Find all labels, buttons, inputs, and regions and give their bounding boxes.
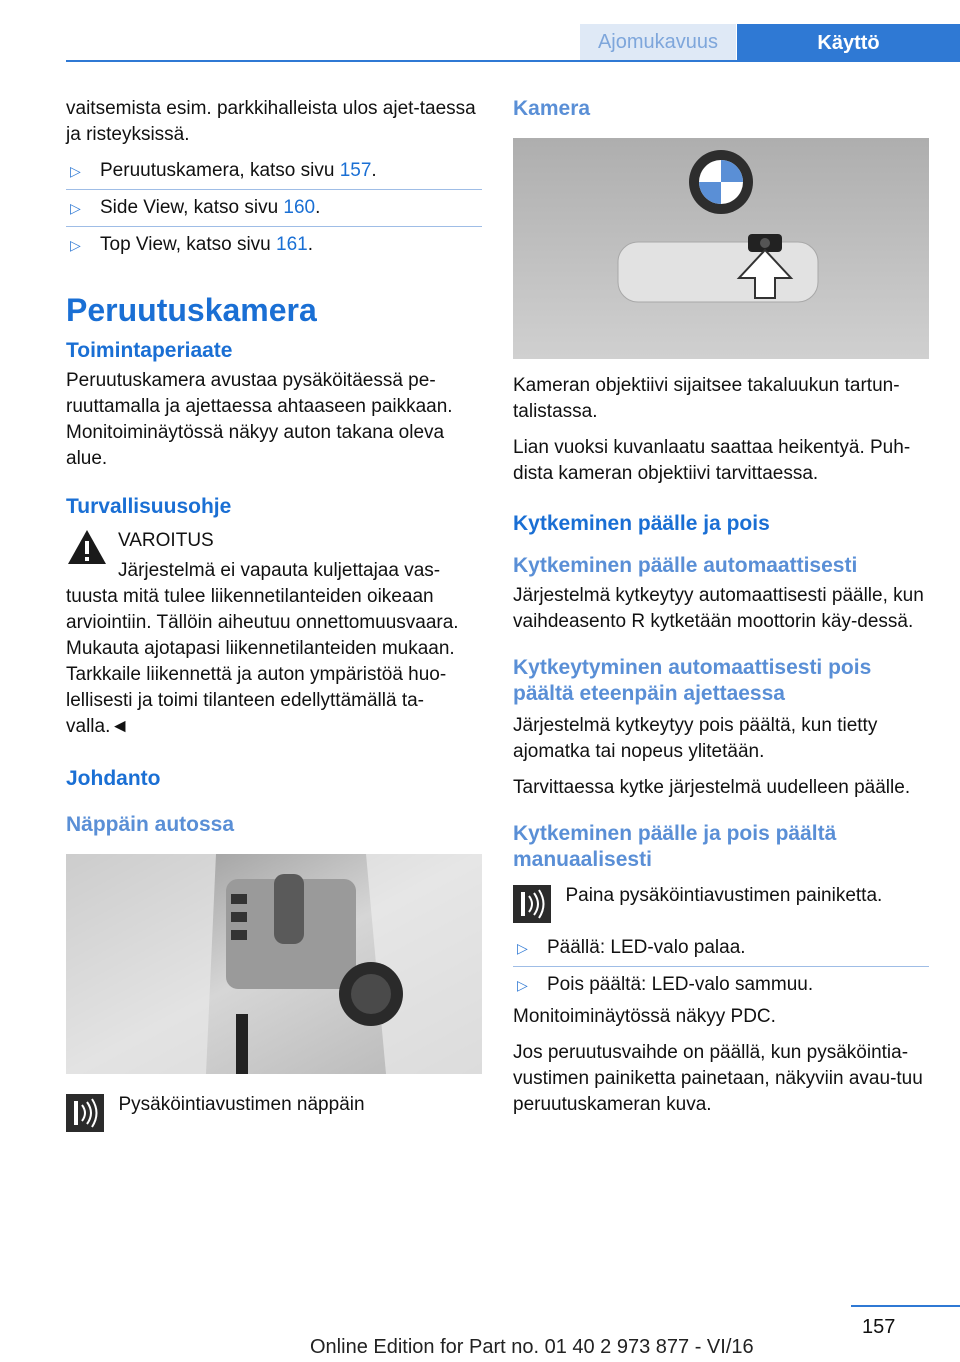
heading-auto-off: Kytkeytyminen automaattisesti pois päältä eteenpäin ajettaessa: [513, 656, 872, 705]
warning-text: Järjestelmä ei vapauta kuljettajaa vas-tuusta mitä tulee liikennetilanteiden oikeaan arviointiin. Tällöin aiheutuu onnettomuusvaara. Mukauta ajotapasi liikennetilanteiden mukaan. Tarkkaile liikennettä ja auton ympäristöä huo-lellisesti ja toimi tilanteen edellyttämällä ta-valla.◄: [66, 560, 459, 737]
auto-off-text-1: Järjestelmä kytkeytyy pois päältä, kun tietty ajomatka tai nopeus ylitetään.: [513, 715, 878, 762]
page-link[interactable]: 160: [283, 197, 316, 218]
tab-ajomukavuus[interactable]: Ajomukavuus: [580, 24, 736, 61]
button-caption-row: [66, 1094, 482, 1132]
heading-intro: Johdanto: [66, 767, 161, 790]
auto-on-text: Järjestelmä kytkeytyy automaattisesti päälle, kun vaihdeasento R kytketään moottorin käy-dessä.: [513, 585, 924, 632]
see-also-list: [66, 158, 482, 258]
page-number: 157: [862, 1316, 896, 1338]
manual-row: [513, 885, 929, 927]
park-distance-control-icon: [66, 1094, 104, 1132]
button-caption: Pysäköintiavustimen näppäin: [118, 1094, 365, 1115]
center-console-image: [66, 854, 482, 1074]
manual-text: Paina pysäköintiavustimen painiketta.: [565, 885, 883, 906]
header-rule: [66, 60, 960, 62]
final-text: Jos peruutusvaihde on päällä, kun pysäköintia-vustimen painiketta painetaan, näkyviin avau-tuu peruutuskameran kuva.: [513, 1042, 923, 1115]
page-link[interactable]: 161: [276, 234, 308, 255]
warning-triangle-icon: [66, 528, 108, 566]
heading-manual: Kytkeminen päälle ja pois päältä manuaalisesti: [513, 822, 837, 871]
list-item: ▷ Side View, katso sivu 160.: [66, 195, 482, 227]
list-item: ▷ Pois päältä: LED-valo sammuu.: [513, 972, 929, 998]
camera-text-2: Lian vuoksi kuvanlaatu saattaa heikentyä. Puh-dista kameran objektiivi tarvittaessa.: [513, 437, 911, 484]
heading-onoff: Kytkeminen päälle ja pois: [513, 512, 770, 535]
left-column: [66, 96, 482, 1132]
tab-kaytto[interactable]: Käyttö: [737, 24, 960, 62]
auto-off-text-2: Tarvittaessa kytke järjestelmä uudelleen päälle.: [513, 777, 911, 798]
triangle-bullet-icon: ▷: [70, 200, 81, 216]
intro-text: vaitsemista esim. parkkihalleista ulos ajet-taessa ja risteyksissä.: [66, 98, 476, 145]
list-item: ▷ Top View, katso sivu 161.: [66, 232, 482, 258]
triangle-bullet-icon: ▷: [70, 237, 81, 253]
warning-title: VAROITUS: [118, 530, 214, 551]
pdc-text: Monitoiminäytössä näkyy PDC.: [513, 1006, 776, 1027]
heading-camera: Kamera: [513, 97, 591, 120]
tailgate-camera-image: [513, 138, 929, 359]
triangle-bullet-icon: ▷: [517, 940, 528, 956]
principle-text: Peruutuskamera avustaa pysäköitäessä pe-ruuttamalla ja ajettaessa ahtaaseen paikkaan. Monitoiminäytössä näkyy auton takana oleva alue.: [66, 370, 453, 469]
led-status-list: [513, 935, 929, 998]
camera-photo: [513, 138, 929, 359]
triangle-bullet-icon: ▷: [70, 163, 81, 179]
list-item: ▷ Päällä: LED-valo palaa.: [513, 935, 929, 967]
heading-principle: Toimintaperiaate: [66, 339, 233, 362]
triangle-bullet-icon: ▷: [517, 977, 528, 993]
park-distance-control-icon: [513, 885, 551, 923]
heading-auto-on: Kytkeminen päälle automaattisesti: [513, 554, 858, 577]
list-item: ▷ Peruutuskamera, katso sivu 157.: [66, 158, 482, 190]
heading-buttons: Näppäin autossa: [66, 813, 235, 836]
page-link[interactable]: 157: [339, 160, 372, 181]
camera-text-1: Kameran objektiivi sijaitsee takaluukun tartun-talistassa.: [513, 375, 900, 422]
edition-footer: Online Edition for Part no. 01 40 2 973 877 - VI/16: [310, 1336, 754, 1358]
console-photo: [66, 854, 482, 1074]
heading-safety: Turvallisuusohje: [66, 495, 232, 518]
footer-rule: [851, 1305, 960, 1307]
right-column: [513, 96, 929, 1128]
warning-block: [66, 528, 482, 554]
section-title: Peruutuskamera: [66, 292, 317, 328]
